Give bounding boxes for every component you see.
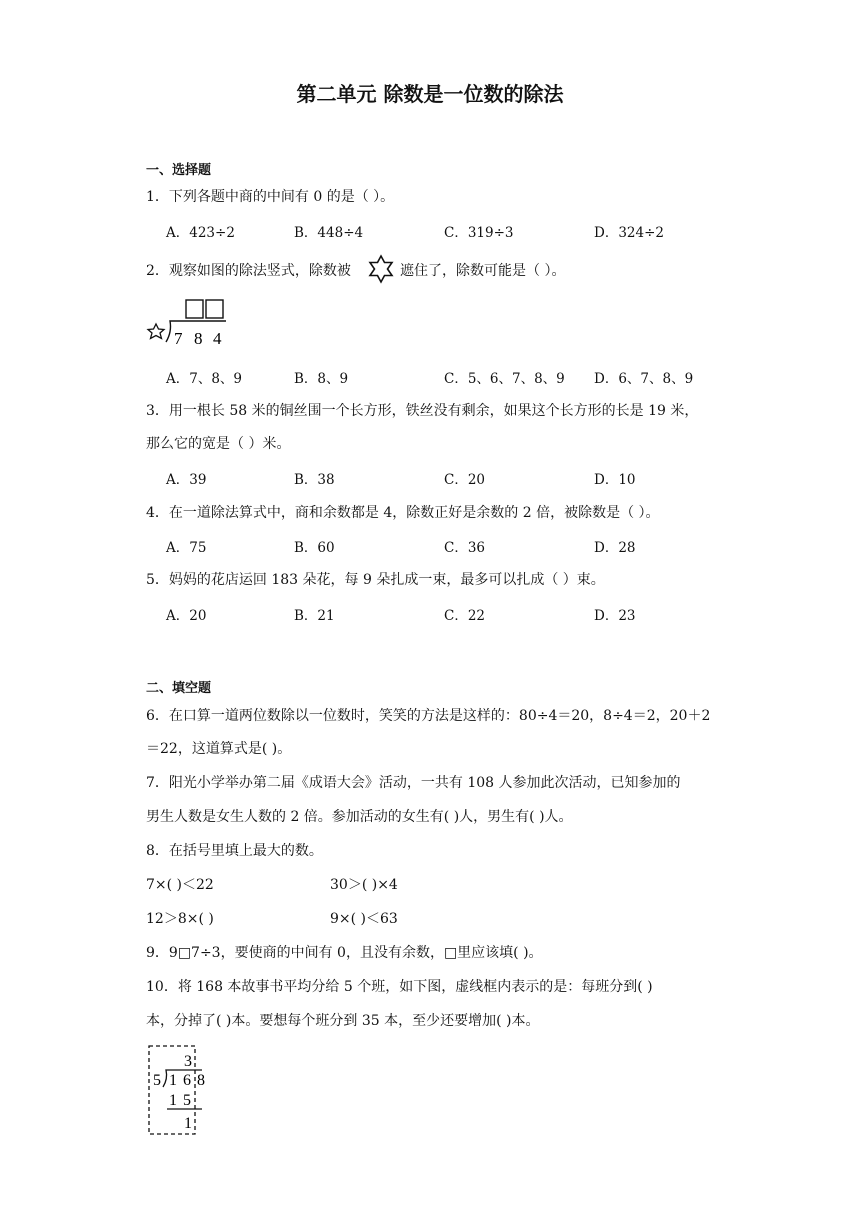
question-10-line-2: 本，分掉了( )本。要想每个班分到 35 本，至少还要增加( )本。 [146,1013,540,1029]
dividend-digit-1: 1 [169,1072,177,1089]
q5-option-a: A．20 [166,608,207,624]
question-2-after: 遮住了，除数可能是（ ）。 [400,263,566,279]
q1-option-b: B．448÷4 [294,225,364,241]
q3-option-d: D．10 [594,472,636,488]
section-heading-choice: 一、选择题 [146,163,212,178]
question-1: 1．下列各题中商的中间有 0 的是（ ）。 [146,189,395,205]
q3-option-b: B．38 [294,472,335,488]
q2-option-c: C．5、6、7、8、9 [444,371,565,387]
q2-option-a: A．7、8、9 [166,371,243,387]
q1-option-a: A．423÷2 [166,225,235,241]
q2-option-d: D．6、7、8、9 [594,371,694,387]
q4-option-c: C．36 [444,540,486,556]
question-6-line-2: ＝22，这道算式是( )。 [146,741,292,757]
dividend-digit-1: 7 [174,329,183,348]
question-5: 5．妈妈的花店运回 183 朵花，每 9 朵扎成一束，最多可以扎成（ ）束。 [146,572,605,588]
q4-option-d: D．28 [594,540,636,556]
dividend-digit-3: 8 [197,1072,205,1089]
question-2-before: 2．观察如图的除法竖式，除数被 [146,263,351,279]
quotient-box-2 [206,300,223,318]
remainder-digit: 1 [184,1115,192,1132]
question-7-line-1: 7．阳光小学举办第二届《成语大会》活动，一共有 108 人参加此次活动，已知参加的 [146,775,681,791]
page-title: 第二单元 除数是一位数的除法 [296,82,564,106]
q8-item-2: 30＞( )×4 [330,877,398,893]
divisor-digit: 5 [153,1072,161,1089]
q4-option-b: B．60 [294,540,335,556]
question-3-line-1: 3．用一根长 58 米的铜丝围一个长方形，铁丝没有剩余，如果这个长方形的长是 19 米， [146,403,699,419]
question-6-line-1: 6．在口算一道两位数除以一位数时，笑笑的方法是这样的：80÷4＝20，8÷4＝2，20＋2 [146,708,711,724]
division-figure-q2 [144,298,234,350]
q1-option-d: D．324÷2 [594,225,664,241]
question-10-line-1: 10．将 168 本故事书平均分给 5 个班，如下图，虚线框内表示的是：每班分到( ) [146,979,653,995]
product-digit-1: 1 [169,1092,177,1109]
section-heading-fill-blank: 二、填空题 [146,681,212,696]
q5-option-c: C．22 [444,608,486,624]
q5-option-b: B．21 [294,608,335,624]
quotient-digit: 3 [184,1053,192,1070]
dividend-digit-2: 8 [194,329,203,348]
dividend-digit-2: 6 [183,1072,191,1089]
q3-option-c: C．20 [444,472,486,488]
quotient-box-1 [186,300,203,318]
q1-option-c: C．319÷3 [444,225,514,241]
q8-item-4: 9×( )＜63 [330,911,398,927]
division-figure-q10 [146,1044,214,1138]
question-4: 4．在一道除法算式中，商和余数都是 4，除数正好是余数的 2 倍，被除数是（ ）。 [146,505,660,521]
q8-item-3: 12＞8×( ) [146,911,214,927]
q4-option-a: A．75 [166,540,207,556]
q3-option-a: A．39 [166,472,207,488]
q8-item-1: 7×( )＜22 [146,877,214,893]
question-9: 9．9□7÷3，要使商的中间有 0，且没有余数，□里应该填( )。 [146,945,543,961]
question-8: 8．在括号里填上最大的数。 [146,843,323,859]
question-3-line-2: 那么它的宽是（ ）米。 [146,436,291,452]
question-7-line-2: 男生人数是女生人数的 2 倍。参加活动的女生有( )人，男生有( )人。 [146,809,573,825]
q2-option-b: B．8、9 [294,371,349,387]
dividend-digit-3: 4 [213,329,222,348]
product-digit-2: 5 [183,1092,191,1109]
star-icon [366,254,396,284]
q5-option-d: D．23 [594,608,636,624]
star-icon [148,324,164,339]
